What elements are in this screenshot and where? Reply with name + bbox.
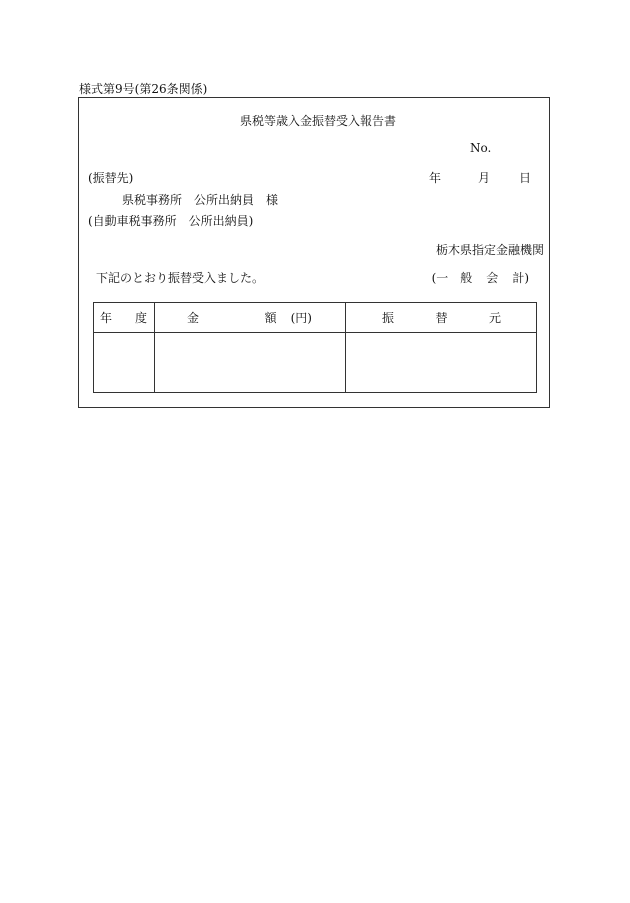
form-number-label: 様式第9号(第26条関係) [79, 82, 208, 96]
header-amount: 金 額 (円) [155, 303, 346, 333]
destination-label: (振替先) [88, 171, 134, 185]
recipient-secondary: (自動車税事務所 公所出納員) [88, 214, 254, 228]
report-form-frame [78, 97, 550, 408]
cell-source[interactable] [346, 333, 537, 393]
number-label: No. [470, 141, 492, 155]
bank-name: 栃木県指定金融機関 [435, 243, 544, 257]
date-year-label: 年 [428, 171, 441, 185]
date-day-label: 日 [518, 171, 531, 185]
date-line [429, 169, 531, 186]
recipient-primary: 県税事務所 公所出納員 様 [122, 193, 279, 207]
cell-amount[interactable] [155, 333, 346, 393]
form-title: 県税等歳入金振替受入報告書 [240, 114, 397, 128]
table-header-row [94, 303, 537, 333]
account-type: (一 般 会 計) [431, 271, 529, 285]
header-source: 振 替 元 [346, 303, 537, 333]
date-month-label: 月 [477, 171, 490, 185]
header-year: 年 度 [94, 303, 155, 333]
transfer-table [93, 302, 537, 393]
statement-text: 下記のとおり振替受入ました。 [96, 271, 265, 285]
table-row [94, 333, 537, 393]
cell-year[interactable] [94, 333, 155, 393]
